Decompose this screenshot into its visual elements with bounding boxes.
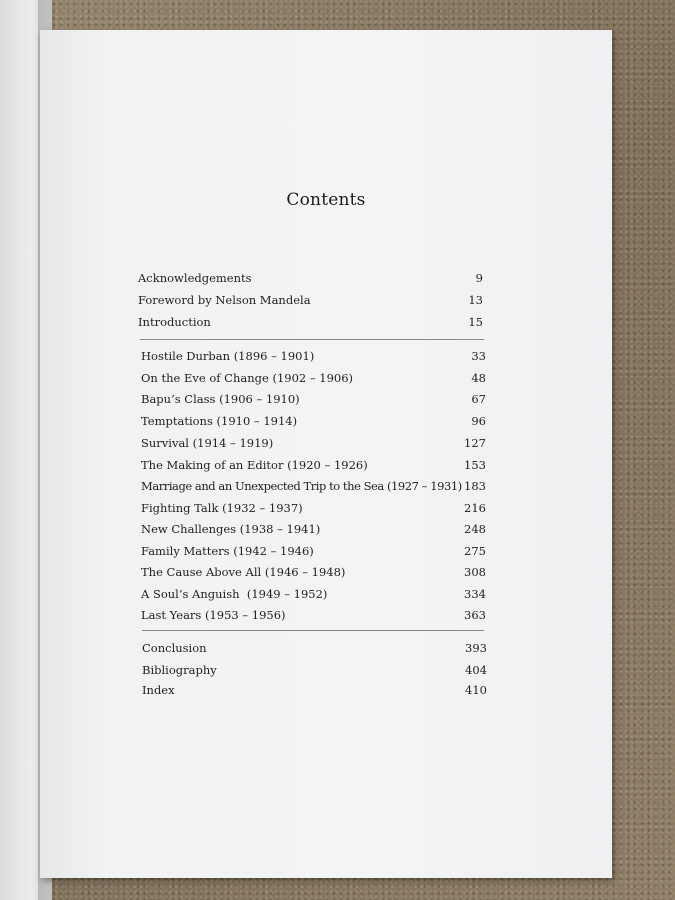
toc-entry [141, 389, 486, 409]
contents-heading: Contents [286, 190, 366, 210]
toc-entry-page: 393 [465, 641, 487, 655]
book-page [40, 30, 612, 878]
toc-entry-page: 404 [465, 663, 487, 677]
toc-entry-title: Survival (1914 – 1919) [141, 436, 274, 450]
toc-entry [141, 476, 486, 496]
toc-entry-page: 410 [465, 683, 487, 697]
toc-entry [141, 346, 486, 366]
toc-entry-page: 48 [471, 371, 486, 385]
toc-entry [141, 411, 486, 431]
toc-entry-title: Introduction [138, 315, 211, 329]
toc-entry [138, 268, 483, 288]
toc-entry-title: On the Eve of Change (1902 – 1906) [141, 371, 354, 385]
toc-entry-title: The Making of an Editor (1920 – 1926) [141, 458, 368, 472]
toc-entry [138, 312, 483, 332]
toc-entry-title: Acknowledgements [138, 271, 252, 285]
toc-entry-title: Conclusion [142, 641, 207, 655]
toc-entry-title: Foreword by Nelson Mandela [138, 293, 311, 307]
toc-entry-page: 15 [468, 315, 483, 329]
toc-entry-page: 308 [464, 565, 486, 579]
toc-entry [138, 290, 483, 310]
toc-entry-title: Last Years (1953 – 1956) [141, 608, 286, 622]
toc-entry-title: Bibliography [142, 663, 217, 677]
toc-entry [141, 368, 486, 388]
section-divider [142, 630, 484, 631]
toc-entry [141, 605, 486, 625]
toc-entry-title: Temptations (1910 – 1914) [141, 414, 298, 428]
toc-entry [141, 455, 486, 475]
toc-entry-title: A Soul’s Anguish (1949 – 1952) [141, 587, 328, 601]
toc-entry-page: 275 [464, 544, 486, 558]
toc-entry-title: Marriage and an Unexpected Trip to the Sea (1927 – 1931) [141, 479, 462, 493]
toc-entry [142, 638, 487, 658]
toc-entry [142, 680, 487, 700]
section-divider [140, 339, 484, 340]
toc-entry-page: 363 [464, 608, 486, 622]
toc-entry-title: Hostile Durban (1896 – 1901) [141, 349, 315, 363]
toc-entry-title: Bapu’s Class (1906 – 1910) [141, 392, 300, 406]
toc-entry [141, 498, 486, 518]
toc-entry [141, 584, 486, 604]
toc-entry-title: Fighting Talk (1932 – 1937) [141, 501, 303, 515]
toc-entry [141, 541, 486, 561]
toc-entry-page: 67 [471, 392, 486, 406]
toc-entry-title: New Challenges (1938 – 1941) [141, 522, 321, 536]
toc-entry-page: 248 [464, 522, 486, 536]
toc-entry [141, 562, 486, 582]
toc-entry-page: 127 [464, 436, 486, 450]
toc-entry-title: Family Matters (1942 – 1946) [141, 544, 314, 558]
toc-entry-title: The Cause Above All (1946 – 1948) [141, 565, 346, 579]
toc-entry-page: 9 [475, 271, 483, 285]
toc-entry-page: 153 [464, 458, 486, 472]
toc-entry-page: 96 [471, 414, 486, 428]
toc-entry-title: Index [142, 683, 175, 697]
toc-entry-page: 216 [464, 501, 486, 515]
toc-entry [141, 519, 486, 539]
toc-entry-page: 13 [468, 293, 483, 307]
toc-entry [141, 433, 486, 453]
toc-entry [142, 660, 487, 680]
toc-entry-page: 334 [464, 587, 486, 601]
toc-entry-page: 183 [464, 479, 486, 493]
toc-entry-page: 33 [471, 349, 486, 363]
